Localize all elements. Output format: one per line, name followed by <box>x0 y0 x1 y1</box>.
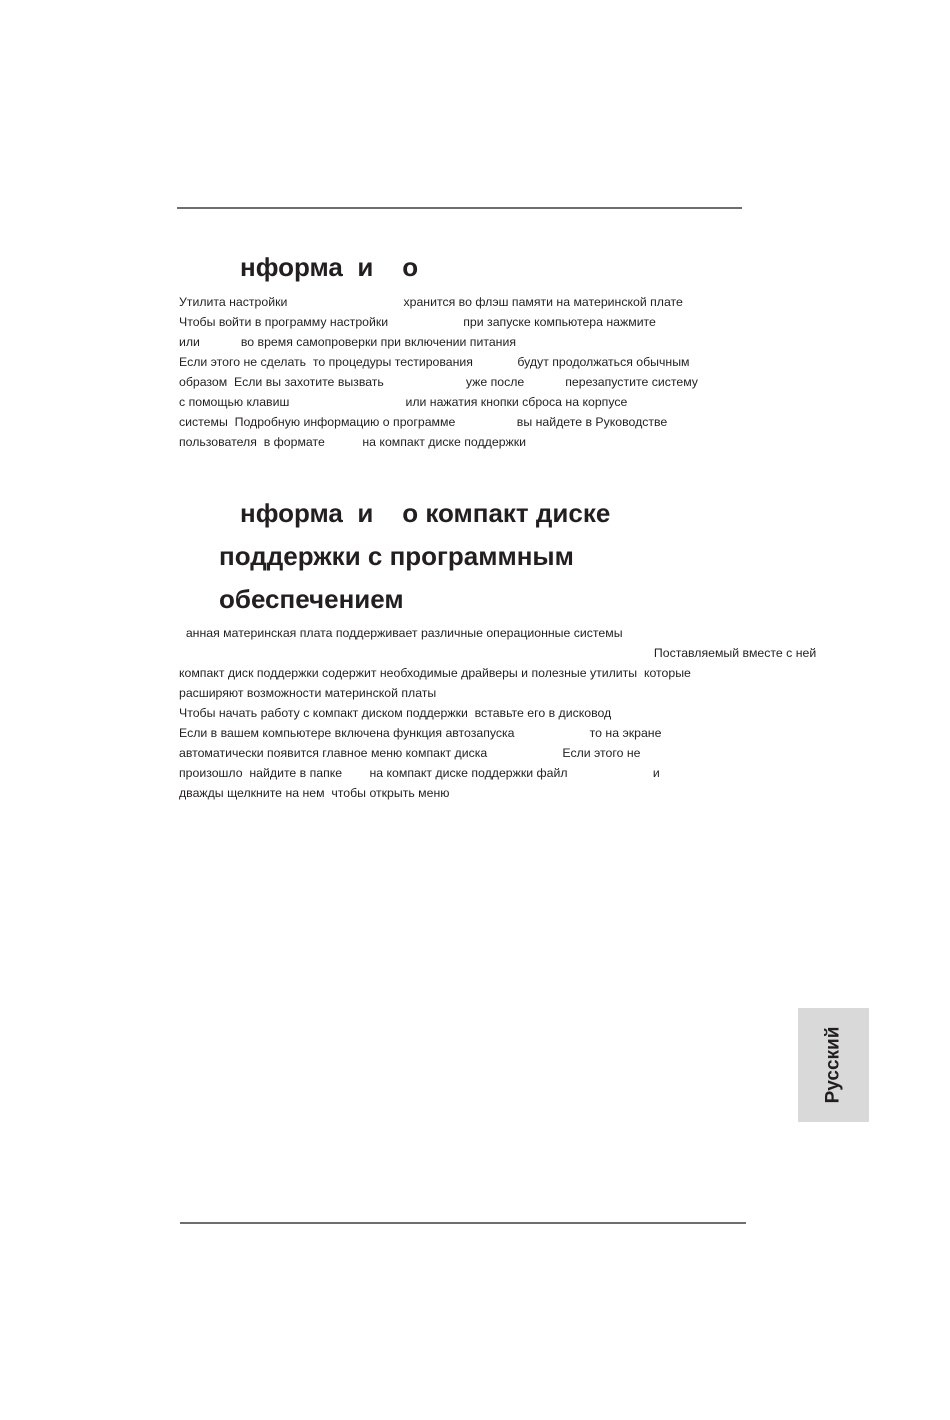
section2-line: произошло найдите в папке на компакт диске поддержки файл и <box>179 766 660 780</box>
section2-heading-line3: обеспечением <box>219 584 404 614</box>
section2-line: Если в вашем компьютере включена функция автозапуска то на экране <box>179 726 662 740</box>
section2-line: дважды щелкните на нем чтобы открыть меню <box>179 786 450 800</box>
section2-heading-line1: нформа и о компакт диске <box>240 498 611 528</box>
section2-line: компакт диск поддержки содержит необходимые драйверы и полезные утилиты которые <box>179 666 691 680</box>
section1-line: пользователя в формате на компакт диске поддержки <box>179 435 527 449</box>
section1-line: Чтобы войти в программу настройки при запуске компьютера нажмите <box>179 315 656 329</box>
language-tab <box>798 1008 869 1122</box>
section1-line: образом Если вы захотите вызвать уже после перезапустите систему <box>179 375 698 389</box>
section2-line: Поставляемый вместе с ней <box>179 646 817 660</box>
language-tab-label: Русский <box>822 1026 844 1104</box>
section1-line: Утилита настройки хранится во флэш памяти на материнской плате <box>179 295 683 309</box>
section1-line: системы Подробную информацию о программе вы найдете в Руководстве <box>179 415 668 429</box>
bottom-rule <box>180 1222 746 1224</box>
section2-line: автоматически появится главное меню компакт диска Если этого не <box>179 746 641 760</box>
section1-heading: нформа и о <box>240 252 419 282</box>
top-rule <box>177 207 742 209</box>
section2-line: расширяют возможности материнской платы <box>179 686 437 700</box>
section1-line: Если этого не сделать то процедуры тестирования будут продолжаться обычным <box>179 355 690 369</box>
section2-line: Чтобы начать работу с компакт диском поддержки вставьте его в дисковод <box>179 706 612 720</box>
section2-line: анная материнская плата поддерживает различные операционные системы <box>179 626 623 640</box>
section1-line: с помощью клавиш или нажатия кнопки сброса на корпусе <box>179 395 628 409</box>
section2-heading-line2: поддержки с программным <box>219 541 574 571</box>
section1-line: или во время самопроверки при включении питания <box>179 335 516 349</box>
